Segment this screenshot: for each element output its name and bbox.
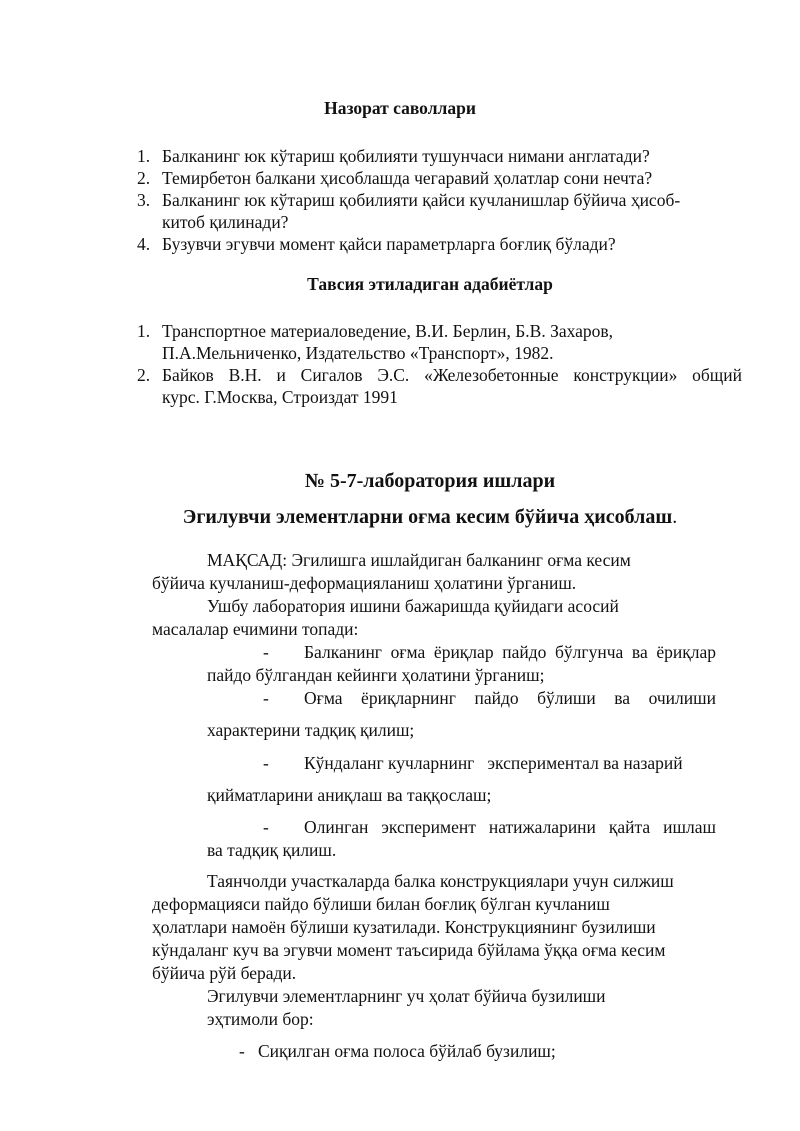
list-text-continuation: китоб қилинади? — [162, 212, 289, 232]
list-text-continuation: пайдо бўлгандан кейинги ҳолатини ўрганиш; — [207, 665, 545, 685]
goal-line-2: бўйича кучланиш-деформацияланиш ҳолатини ўрганиш. — [152, 573, 577, 593]
list-text-continuation: курс. Г.Москва, Строиздат 1991 — [162, 387, 398, 407]
list-number: 2. — [137, 365, 151, 385]
lab-subtitle-period: . — [672, 506, 678, 528]
list-text: Оғма ёриқларнинг пайдо бўлиши ва очилиши — [304, 688, 716, 708]
list-dash: - — [263, 753, 269, 773]
paragraph-line: кўндаланг куч ва эгувчи момент таъсирида бўйлама ўққа оғма кесим — [152, 940, 666, 960]
list-number: 2. — [137, 168, 151, 188]
goal-line-1: МАҚСАД: Эгилишга ишлайдиган балканинг оғма кесим — [207, 550, 631, 570]
list-text: Транспортное материаловедение, В.И. Берлин, Б.В. Захаров, — [162, 321, 614, 341]
literature-heading: Тавсия этиладиган адабиётлар — [307, 274, 553, 294]
list-number: 1. — [137, 321, 151, 341]
list-text: Балканинг юк кўтариш қобилияти тушунчаси нимани англатади? — [162, 146, 650, 166]
list-dash: - — [263, 817, 269, 837]
lab-subtitle — [0, 504, 800, 530]
list-dash: - — [263, 688, 269, 708]
failure-intro-line-2: эҳтимоли бор: — [207, 1009, 314, 1029]
paragraph-line: деформацияси пайдо бўлиши билан боғлиқ бўлган кучланиш — [152, 894, 610, 914]
list-text-continuation: П.А.Мельниченко, Издательство «Транспорт», 1982. — [162, 343, 554, 363]
list-text: Бузувчи эгувчи момент қайси параметрларга боғлиқ бўлади? — [162, 234, 616, 254]
list-text: Балканинг оғма ёриқлар пайдо бўлгунча ва ёриқлар — [304, 642, 716, 662]
failure-intro-line-1: Эгилувчи элементларнинг уч ҳолат бўйича бузилиши — [207, 986, 606, 1006]
list-text: Байков В.Н. и Сигалов Э.С. «Железобетонные конструкции» общий — [162, 365, 742, 385]
lab-title: № 5-7-лаборатория ишлари — [304, 470, 556, 492]
list-number: 1. — [137, 146, 151, 166]
list-text: Балканинг юк кўтариш қобилияти қайси кучланишлар бўйича ҳисоб- — [162, 190, 681, 210]
list-text: Сиқилган оғма полоса бўйлаб бузилиш; — [258, 1041, 556, 1061]
list-number: 3. — [137, 190, 151, 210]
list-dash: - — [263, 642, 269, 662]
control-questions-heading: Назорат саволлари — [324, 98, 476, 118]
list-dash: - — [239, 1041, 245, 1061]
paragraph-line: Таянчолди участкаларда балка конструкциялари учун силжиш — [207, 871, 674, 891]
list-text: Темирбетон балкани ҳисоблашда чегаравий ҳолатлар сони нечта? — [162, 168, 653, 188]
list-text: Кўндаланг кучларнинг экспериментал ва назарий — [304, 753, 683, 773]
list-text: Олинган эксперимент натижаларини қайта ишлаш — [304, 817, 716, 837]
list-text-continuation: ва тадқиқ қилиш. — [207, 840, 337, 860]
list-number: 4. — [137, 234, 151, 254]
tasks-intro-line-2: масалалар ечимини топади: — [152, 619, 359, 639]
paragraph-line: бўйича рўй беради. — [152, 963, 297, 983]
lab-subtitle-text: Эгилувчи элементларни оғма кесим бўйича ҳисоблаш — [182, 506, 673, 528]
tasks-intro-line-1: Ушбу лаборатория ишини бажаришда қуйидаги асосий — [207, 596, 619, 616]
list-text-continuation: қийматларини аниқлаш ва таққослаш; — [207, 785, 492, 805]
list-text-continuation: характерини тадқиқ қилиш; — [207, 720, 415, 740]
paragraph-line: ҳолатлари намоён бўлиши кузатилади. Конструкциянинг бузилиши — [152, 917, 656, 937]
